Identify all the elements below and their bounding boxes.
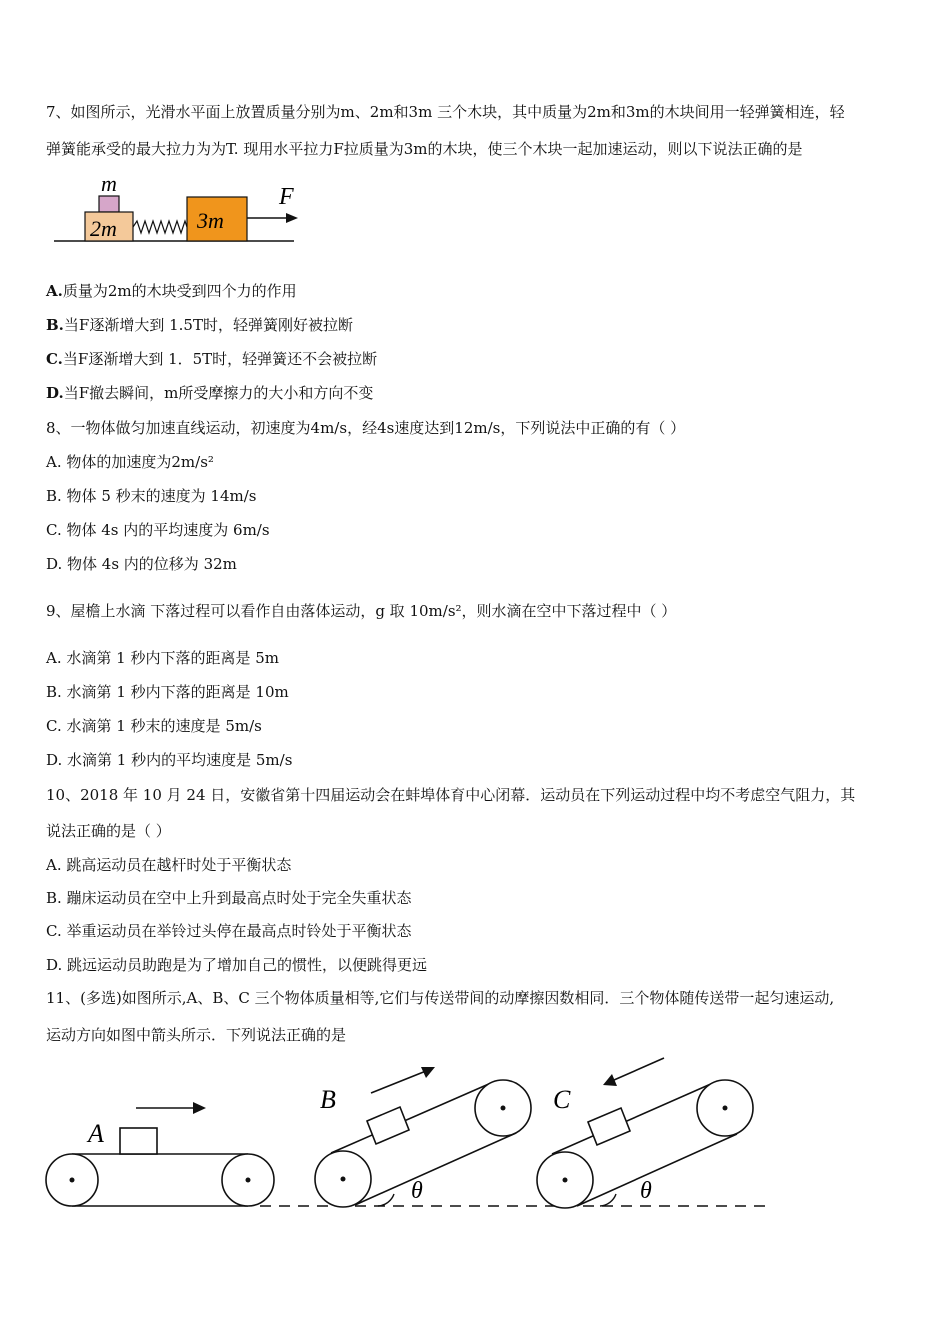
q7-stem-line1: 7、如图所示，光滑水平面上放置质量分别为m、2m和3m 三个木块，其中质量为2m和3m的木块间用一轻弹簧相连，轻 <box>46 103 845 121</box>
q11-figure <box>0 1050 950 1220</box>
q7-stem-line2: 弹簧能承受的最大拉力为为T. 现用水平拉力F拉质量为3m的木块，使三个木块一起加速运动，则以下说法正确的是 <box>46 140 803 158</box>
arrow-b <box>371 1071 426 1093</box>
belt-b-axle-right <box>501 1106 506 1111</box>
q8-option-a: A. 物体的加速度为2m/s² <box>46 453 214 471</box>
theta-b: θ <box>411 1178 423 1204</box>
q11-stem-line2: 运动方向如图中箭头所示．下列说法正确的是 <box>46 1026 347 1044</box>
block-m <box>99 196 119 212</box>
label-2m: 2m <box>90 216 117 241</box>
q9-option-d: D. 水滴第 1 秒内的平均速度是 5m/s <box>46 751 293 769</box>
q7-option-d: D.当F撤去瞬间，m所受摩擦力的大小和方向不变 <box>46 384 374 402</box>
q9-option-a: A. 水滴第 1 秒内下落的距离是 5m <box>46 649 279 667</box>
block-b <box>367 1107 409 1144</box>
q10-option-a: A. 跳高运动员在越杆时处于平衡状态 <box>46 856 292 874</box>
arrow-a-head <box>193 1102 206 1114</box>
belt-b <box>315 1080 531 1207</box>
label-m: m <box>101 171 117 196</box>
q10-option-c: C. 举重运动员在举铃过头停在最高点时铃处于平衡状态 <box>46 922 412 940</box>
angle-arc-b <box>378 1194 394 1206</box>
q9-option-c: C. 水滴第 1 秒末的速度是 5m/s <box>46 717 262 735</box>
arrow-c <box>614 1058 664 1080</box>
q10-stem-line2: 说法正确的是（ ） <box>46 822 171 840</box>
block-c <box>588 1108 630 1145</box>
label-a: A <box>88 1119 104 1148</box>
q7-option-b: B.当F逐渐增大到 1.5T时，轻弹簧刚好被拉断 <box>46 316 353 334</box>
belt-a-axle-left <box>70 1178 75 1183</box>
label-3m: 3m <box>197 208 224 233</box>
belt-b-axle-left <box>341 1177 346 1182</box>
force-arrow-head <box>286 213 298 223</box>
q7-option-c: C.当F逐渐增大到 1．5T时，轻弹簧还不会被拉断 <box>46 350 378 368</box>
q9-stem: 9、屋檐上水滴 下落过程可以看作自由落体运动，g 取 10m/s²，则水滴在空中下落过程中（ ） <box>46 602 677 620</box>
belt-c-axle-right <box>723 1106 728 1111</box>
q7-option-a: A.质量为2m的木块受到四个力的作用 <box>46 282 297 300</box>
block-a <box>120 1128 157 1154</box>
q7-figure <box>50 170 310 250</box>
q9-option-b: B. 水滴第 1 秒内下落的距离是 10m <box>46 683 289 701</box>
q8-option-b: B. 物体 5 秒末的速度为 14m/s <box>46 487 257 505</box>
theta-c: θ <box>640 1178 652 1204</box>
label-b: B <box>320 1085 336 1114</box>
q8-option-d: D. 物体 4s 内的位移为 32m <box>46 555 237 573</box>
angle-arc-c <box>600 1194 616 1206</box>
q10-stem-line1: 10、2018 年 10 月 24 日，安徽省第十四届运动会在蚌埠体育中心闭幕．运动员在下列运动过程中均不考虑空气阻力，其 <box>46 786 856 804</box>
spring <box>133 221 187 233</box>
q11-stem-line1: 11、(多选)如图所示,A、B、C 三个物体质量相等,它们与传送带间的动摩擦因数相同．三个物体随传送带一起匀速运动, <box>46 989 835 1007</box>
q10-option-b: B. 蹦床运动员在空中上升到最高点时处于完全失重状态 <box>46 889 412 907</box>
belt-c-axle-left <box>563 1178 568 1183</box>
label-f: F <box>279 184 294 210</box>
q8-stem: 8、一物体做匀加速直线运动，初速度为4m/s，经4s速度达到12m/s，下列说法中正确的有（ ） <box>46 419 686 437</box>
belt-a-axle-right <box>246 1178 251 1183</box>
q8-option-c: C. 物体 4s 内的平均速度为 6m/s <box>46 521 270 539</box>
q10-option-d: D. 跳远运动员助跑是为了增加自己的惯性，以便跳得更远 <box>46 956 428 974</box>
belt-a <box>46 1154 274 1206</box>
label-c: C <box>553 1085 571 1114</box>
